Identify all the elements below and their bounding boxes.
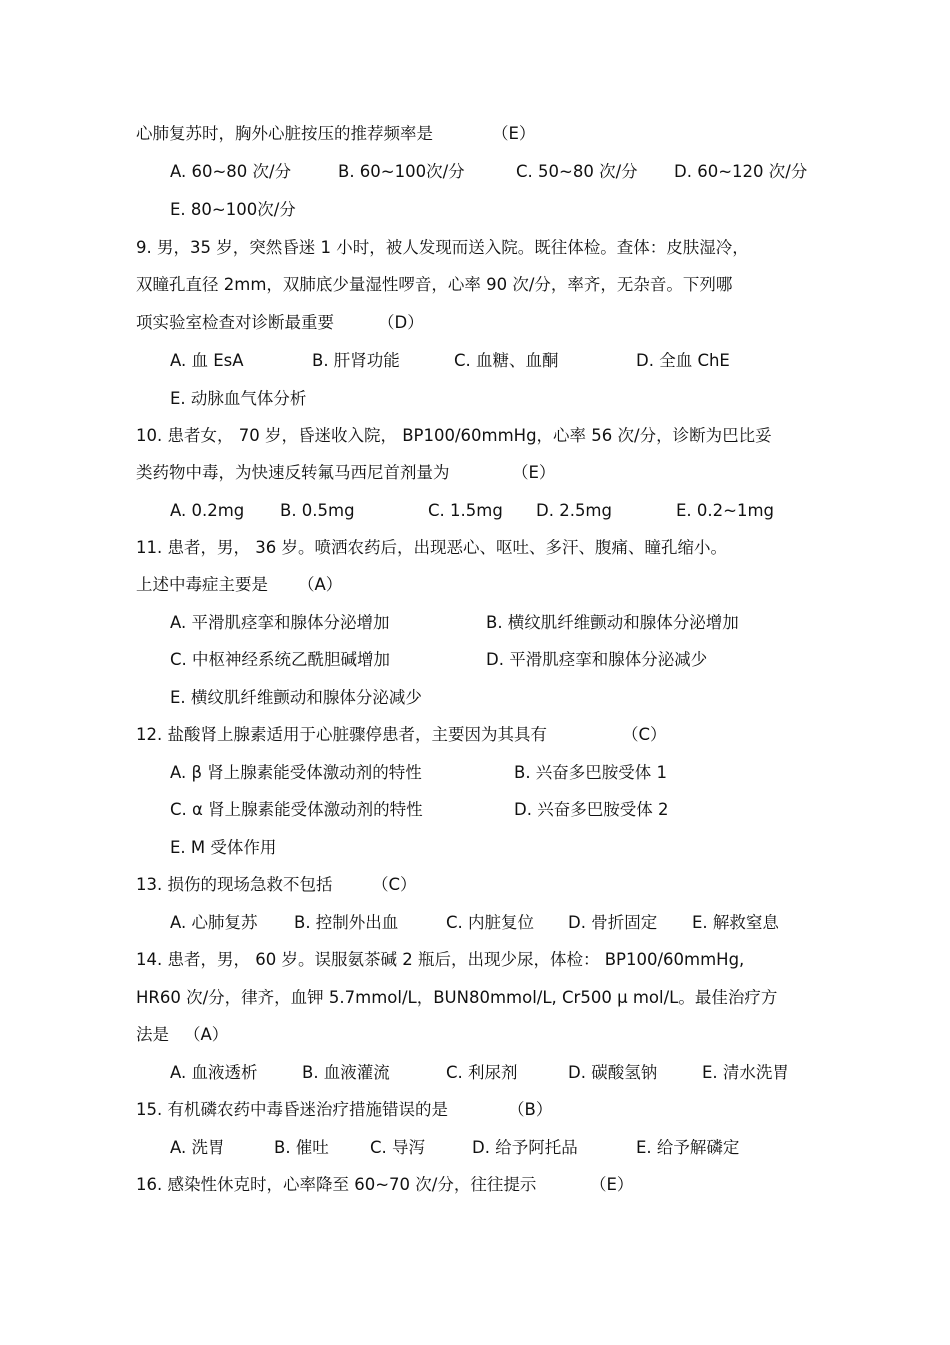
- q13-option-e: E. 解救窒息: [692, 913, 779, 932]
- q13-answer: （C）: [372, 875, 417, 894]
- q15-option-c: C. 导泻: [370, 1138, 426, 1157]
- q12-option-e: E. M 受体作用: [170, 838, 277, 857]
- q9-answer: （D）: [378, 313, 424, 332]
- q9-option-e: E. 动脉血气体分析: [170, 389, 307, 408]
- q9-stem-2: 双瞳孔直径 2mm，双肺底少量湿性啰音，心率 90 次/分，率齐，无杂音。下列哪: [136, 275, 733, 294]
- q9-stem-3: 项实验室检查对诊断最重要: [136, 313, 334, 332]
- q14-option-d: D. 碳酸氢钠: [568, 1063, 658, 1082]
- q8-option-a: A. 60~80 次/分: [170, 162, 292, 181]
- q14-option-c: C. 利尿剂: [446, 1063, 518, 1082]
- q10-option-a: A. 0.2mg: [170, 501, 245, 520]
- q11-option-b: B. 横纹肌纤维颤动和腺体分泌增加: [486, 613, 739, 632]
- q11-option-a: A. 平滑肌痉挛和腺体分泌增加: [170, 613, 390, 632]
- q13-option-b: B. 控制外出血: [294, 913, 399, 932]
- q15-option-d: D. 给予阿托品: [472, 1138, 578, 1157]
- q8-option-d: D. 60~120 次/分: [674, 162, 808, 181]
- q9-option-b: B. 肝肾功能: [312, 351, 400, 370]
- q10-stem-2: 类药物中毒，为快速反转氟马西尼首剂量为: [136, 463, 450, 482]
- q15-answer: （B）: [508, 1100, 553, 1119]
- q9-option-c: C. 血糖、血酮: [454, 351, 559, 370]
- q13-stem: 13. 损伤的现场急救不包括: [136, 875, 333, 894]
- q11-option-c: C. 中枢神经系统乙酰胆碱增加: [170, 650, 391, 669]
- q14-option-b: B. 血液灌流: [302, 1063, 390, 1082]
- q12-option-b: B. 兴奋多巴胺受体 1: [514, 763, 668, 782]
- q16-answer: （E）: [590, 1175, 634, 1194]
- q11-stem-2: 上述中毒症主要是: [136, 575, 268, 594]
- q12-option-d: D. 兴奋多巴胺受体 2: [514, 800, 669, 819]
- q12-answer: （C）: [622, 725, 667, 744]
- q13-option-d: D. 骨折固定: [568, 913, 658, 932]
- q12-stem: 12. 盐酸肾上腺素适用于心脏骤停患者，主要因为其具有: [136, 725, 547, 744]
- q16-stem: 16. 感染性休克时，心率降至 60~70 次/分，往往提示: [136, 1175, 537, 1194]
- q8-answer: （E）: [492, 124, 536, 143]
- q15-option-e: E. 给予解磷定: [636, 1138, 740, 1157]
- q11-answer: （A）: [298, 575, 343, 594]
- q14-stem-2: HR60 次/分，律齐，血钾 5.7mmol/L，BUN80mmol/L, Cr500 μ mol/L。最佳治疗方: [136, 988, 778, 1007]
- q11-option-d: D. 平滑肌痉挛和腺体分泌减少: [486, 650, 708, 669]
- q10-option-c: C. 1.5mg: [428, 501, 503, 520]
- q15-option-a: A. 洗胃: [170, 1138, 225, 1157]
- q12-option-a: A. β 肾上腺素能受体激动剂的特性: [170, 763, 422, 782]
- q14-stem-3: 法是: [136, 1025, 169, 1044]
- q10-option-d: D. 2.5mg: [536, 501, 612, 520]
- q10-option-b: B. 0.5mg: [280, 501, 355, 520]
- q10-option-e: E. 0.2~1mg: [676, 501, 775, 520]
- q10-answer: （E）: [512, 463, 556, 482]
- q13-option-a: A. 心肺复苏: [170, 913, 258, 932]
- q12-option-c: C. α 肾上腺素能受体激动剂的特性: [170, 800, 423, 819]
- q9-stem-1: 9. 男，35 岁，突然昏迷 1 小时，被人发现而送入院。既往体检。查体：皮肤湿冷，: [136, 238, 749, 257]
- q13-option-c: C. 内脏复位: [446, 913, 535, 932]
- q14-stem-1: 14. 患者，男， 60 岁。误服氨茶碱 2 瓶后，出现少尿，体检： BP100/60mmHg,: [136, 950, 745, 969]
- q14-option-e: E. 清水洗胃: [702, 1063, 789, 1082]
- q9-option-d: D. 全血 ChE: [636, 351, 730, 370]
- q14-option-a: A. 血液透析: [170, 1063, 258, 1082]
- q9-option-a: A. 血 EsA: [170, 351, 244, 370]
- q15-option-b: B. 催吐: [274, 1138, 329, 1157]
- q8-option-e: E. 80~100次/分: [170, 200, 296, 219]
- q15-stem: 15. 有机磷农药中毒昏迷治疗措施错误的是: [136, 1100, 448, 1119]
- q11-option-e: E. 横纹肌纤维颤动和腺体分泌减少: [170, 688, 422, 707]
- q8-stem: 心肺复苏时，胸外心脏按压的推荐频率是: [136, 124, 433, 143]
- q8-option-c: C. 50~80 次/分: [516, 162, 638, 181]
- q8-option-b: B. 60~100次/分: [338, 162, 465, 181]
- q14-answer: （A）: [184, 1025, 229, 1044]
- q10-stem-1: 10. 患者女， 70 岁，昏迷收入院， BP100/60mmHg，心率 56 次/分，诊断为巴比妥: [136, 426, 772, 445]
- q11-stem-1: 11. 患者，男， 36 岁。喷洒农药后，出现恶心、呕吐、多汗、腹痛、瞳孔缩小。: [136, 538, 727, 557]
